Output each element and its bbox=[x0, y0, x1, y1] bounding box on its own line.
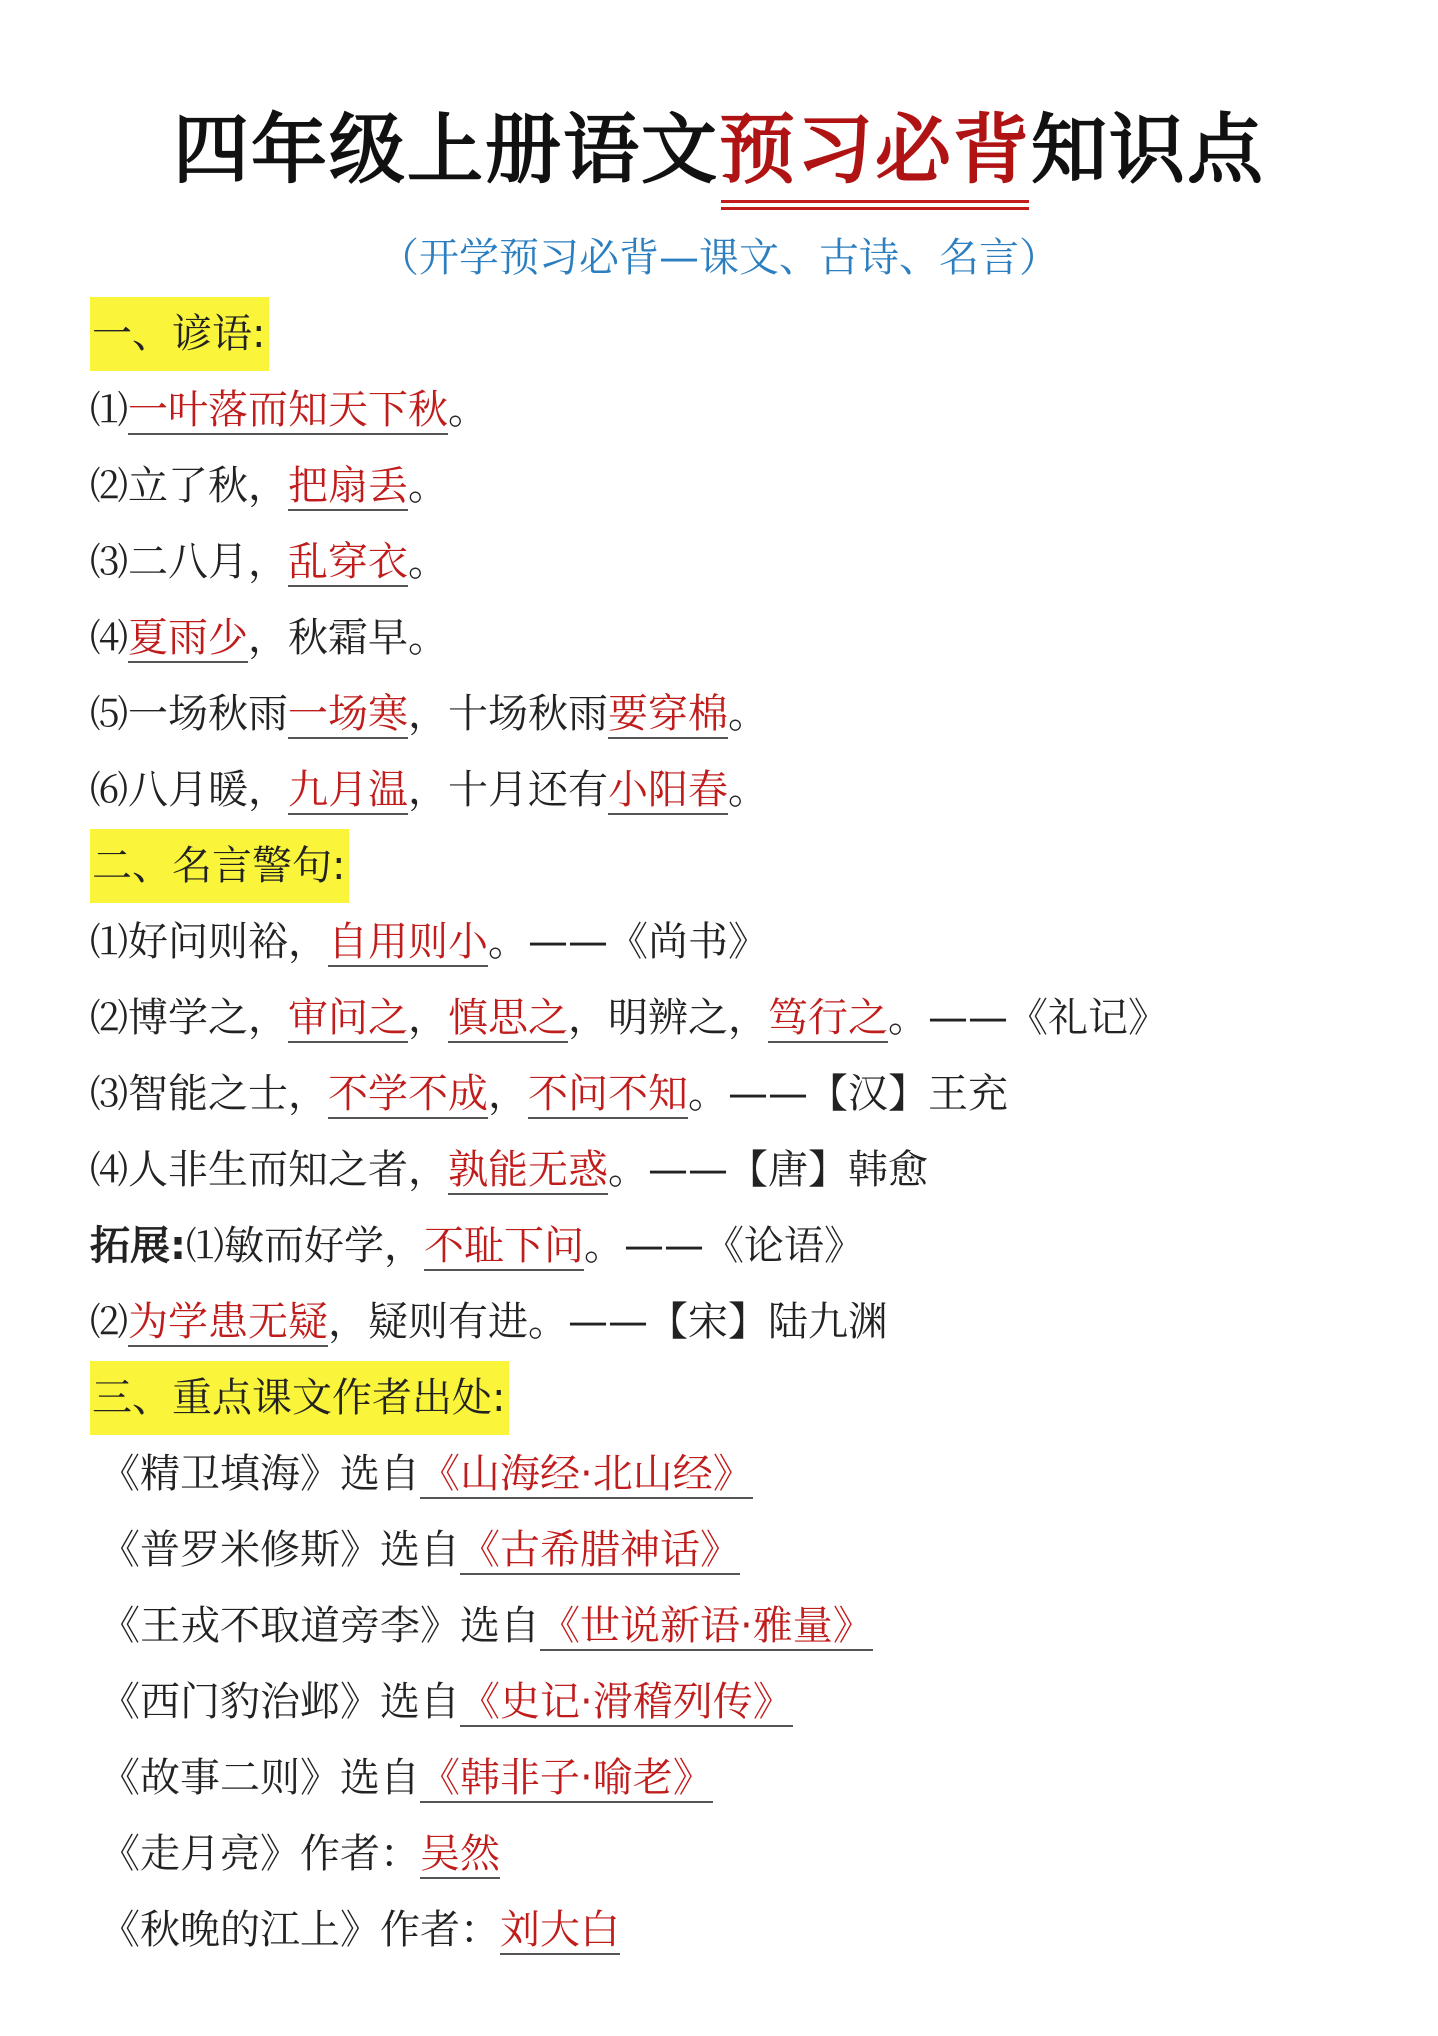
answer-text: 《史记·滑稽列传》 bbox=[460, 1679, 793, 1725]
item-text: 一场秋雨 bbox=[128, 691, 289, 737]
title-prefix: 四年级上册语文 bbox=[173, 105, 719, 194]
item-text: 《秋晚的江上》作者： bbox=[100, 1907, 500, 1953]
answer-text: 把扇丢 bbox=[288, 463, 409, 509]
content-body bbox=[90, 296, 1390, 1968]
answer-text: 吴然 bbox=[420, 1831, 500, 1877]
item-text: 二八月， bbox=[128, 539, 289, 585]
item-text: ，十月还有 bbox=[408, 767, 609, 813]
answer-text: 九月温 bbox=[288, 767, 409, 813]
answer-text: 笃行之 bbox=[768, 995, 889, 1041]
list-item bbox=[90, 1208, 1390, 1284]
item-text: 。——《论语》 bbox=[584, 1223, 865, 1269]
answer-text: 慎思之 bbox=[448, 995, 569, 1041]
answer-text: 一场寒 bbox=[288, 691, 409, 737]
item-text: ， bbox=[488, 1071, 529, 1117]
item-number: ⑷ bbox=[90, 616, 129, 660]
item-number: ⑶ bbox=[90, 540, 129, 584]
list-item bbox=[90, 752, 1390, 828]
answer-text: 《世说新语·雅量》 bbox=[540, 1603, 873, 1649]
answer-text: 为学患无疑 bbox=[128, 1299, 329, 1345]
list-item bbox=[90, 1512, 1390, 1588]
item-text: 。 bbox=[448, 387, 489, 433]
item-text: 《西门豹治邺》选自 bbox=[100, 1679, 460, 1725]
answer-text: 自用则小 bbox=[328, 919, 489, 965]
item-number: ⑷ bbox=[90, 1148, 129, 1192]
item-text: 八月暖， bbox=[128, 767, 289, 813]
item-number: ⑹ bbox=[90, 768, 129, 812]
answer-text: 《韩非子·喻老》 bbox=[420, 1755, 713, 1801]
answer-text: 刘大白 bbox=[500, 1907, 620, 1953]
item-number: ⑸ bbox=[90, 692, 129, 736]
answer-text: 《山海经·北山经》 bbox=[420, 1451, 753, 1497]
list-item bbox=[90, 904, 1390, 980]
list-item bbox=[90, 1056, 1390, 1132]
answer-text: 一叶落而知天下秋 bbox=[128, 387, 449, 433]
answer-text: 小阳春 bbox=[608, 767, 729, 813]
item-text: 。——《礼记》 bbox=[888, 995, 1169, 1041]
item-number: ⑵ bbox=[90, 1300, 129, 1344]
item-text: 。 bbox=[728, 767, 769, 813]
item-number: ⑴ bbox=[90, 920, 129, 964]
item-text: 。——《尚书》 bbox=[488, 919, 769, 965]
answer-text: 《古希腊神话》 bbox=[460, 1527, 740, 1573]
item-text: 《故事二则》选自 bbox=[100, 1755, 420, 1801]
list-item bbox=[90, 1664, 1390, 1740]
list-item bbox=[90, 1816, 1390, 1892]
section-heading-label: 二、名言警句: bbox=[90, 829, 349, 903]
item-number: ⑵ bbox=[90, 996, 129, 1040]
answer-text: 不问不知 bbox=[528, 1071, 689, 1117]
section-heading-label: 三、重点课文作者出处: bbox=[90, 1361, 509, 1435]
item-text: ， bbox=[408, 995, 449, 1041]
list-item bbox=[90, 600, 1390, 676]
answer-text: 要穿棉 bbox=[608, 691, 729, 737]
section-heading-sources bbox=[90, 1360, 1390, 1436]
list-item bbox=[90, 1740, 1390, 1816]
item-text: 敏而好学， bbox=[224, 1223, 425, 1269]
section-heading-label: 一、谚语: bbox=[90, 297, 269, 371]
answer-text: 不耻下问 bbox=[424, 1223, 585, 1269]
list-item bbox=[90, 1436, 1390, 1512]
item-text: 《精卫填海》选自 bbox=[100, 1451, 420, 1497]
item-number: ⑴ bbox=[90, 388, 129, 432]
section-heading-proverbs bbox=[90, 296, 1390, 372]
list-item bbox=[90, 1892, 1390, 1968]
item-number: ⑴ bbox=[186, 1224, 225, 1268]
list-item bbox=[90, 1284, 1390, 1360]
section-heading-quotes bbox=[90, 828, 1390, 904]
item-text: 《王戎不取道旁李》选自 bbox=[100, 1603, 540, 1649]
item-text: 立了秋， bbox=[128, 463, 289, 509]
item-text: ，疑则有进。——【宋】陆九渊 bbox=[328, 1299, 889, 1345]
item-text: 智能之士， bbox=[128, 1071, 329, 1117]
item-text: ，秋霜早。 bbox=[248, 615, 449, 661]
list-item bbox=[90, 1132, 1390, 1208]
item-text: 。 bbox=[408, 463, 449, 509]
answer-text: 不学不成 bbox=[328, 1071, 489, 1117]
list-item bbox=[90, 448, 1390, 524]
item-text: 好问则裕， bbox=[128, 919, 329, 965]
answer-text: 审问之 bbox=[288, 995, 409, 1041]
answer-text: 孰能无惑 bbox=[448, 1147, 609, 1193]
item-text: 。——【汉】王充 bbox=[688, 1071, 1009, 1117]
item-text: 。——【唐】韩愈 bbox=[608, 1147, 929, 1193]
list-item bbox=[90, 676, 1390, 752]
answer-text: 夏雨少 bbox=[128, 615, 249, 661]
list-item bbox=[90, 1588, 1390, 1664]
title-suffix: 知识点 bbox=[1031, 105, 1265, 194]
extension-label: 拓展: bbox=[90, 1223, 186, 1269]
list-item bbox=[90, 524, 1390, 600]
list-item bbox=[90, 372, 1390, 448]
item-text: 。 bbox=[408, 539, 449, 585]
item-number: ⑵ bbox=[90, 464, 129, 508]
item-text: 《普罗米修斯》选自 bbox=[100, 1527, 460, 1573]
page-title bbox=[0, 100, 1438, 200]
list-item bbox=[90, 980, 1390, 1056]
item-text: 。 bbox=[728, 691, 769, 737]
item-text: ，明辨之， bbox=[568, 995, 769, 1041]
item-text: 人非生而知之者， bbox=[128, 1147, 449, 1193]
item-text: 博学之， bbox=[128, 995, 289, 1041]
item-text: 《走月亮》作者： bbox=[100, 1831, 420, 1877]
title-highlight: 预习必背 bbox=[719, 100, 1031, 200]
item-number: ⑶ bbox=[90, 1072, 129, 1116]
page-subtitle: （开学预习必背—课文、古诗、名言） bbox=[379, 235, 1059, 281]
item-text: ，十场秋雨 bbox=[408, 691, 609, 737]
answer-text: 乱穿衣 bbox=[288, 539, 409, 585]
